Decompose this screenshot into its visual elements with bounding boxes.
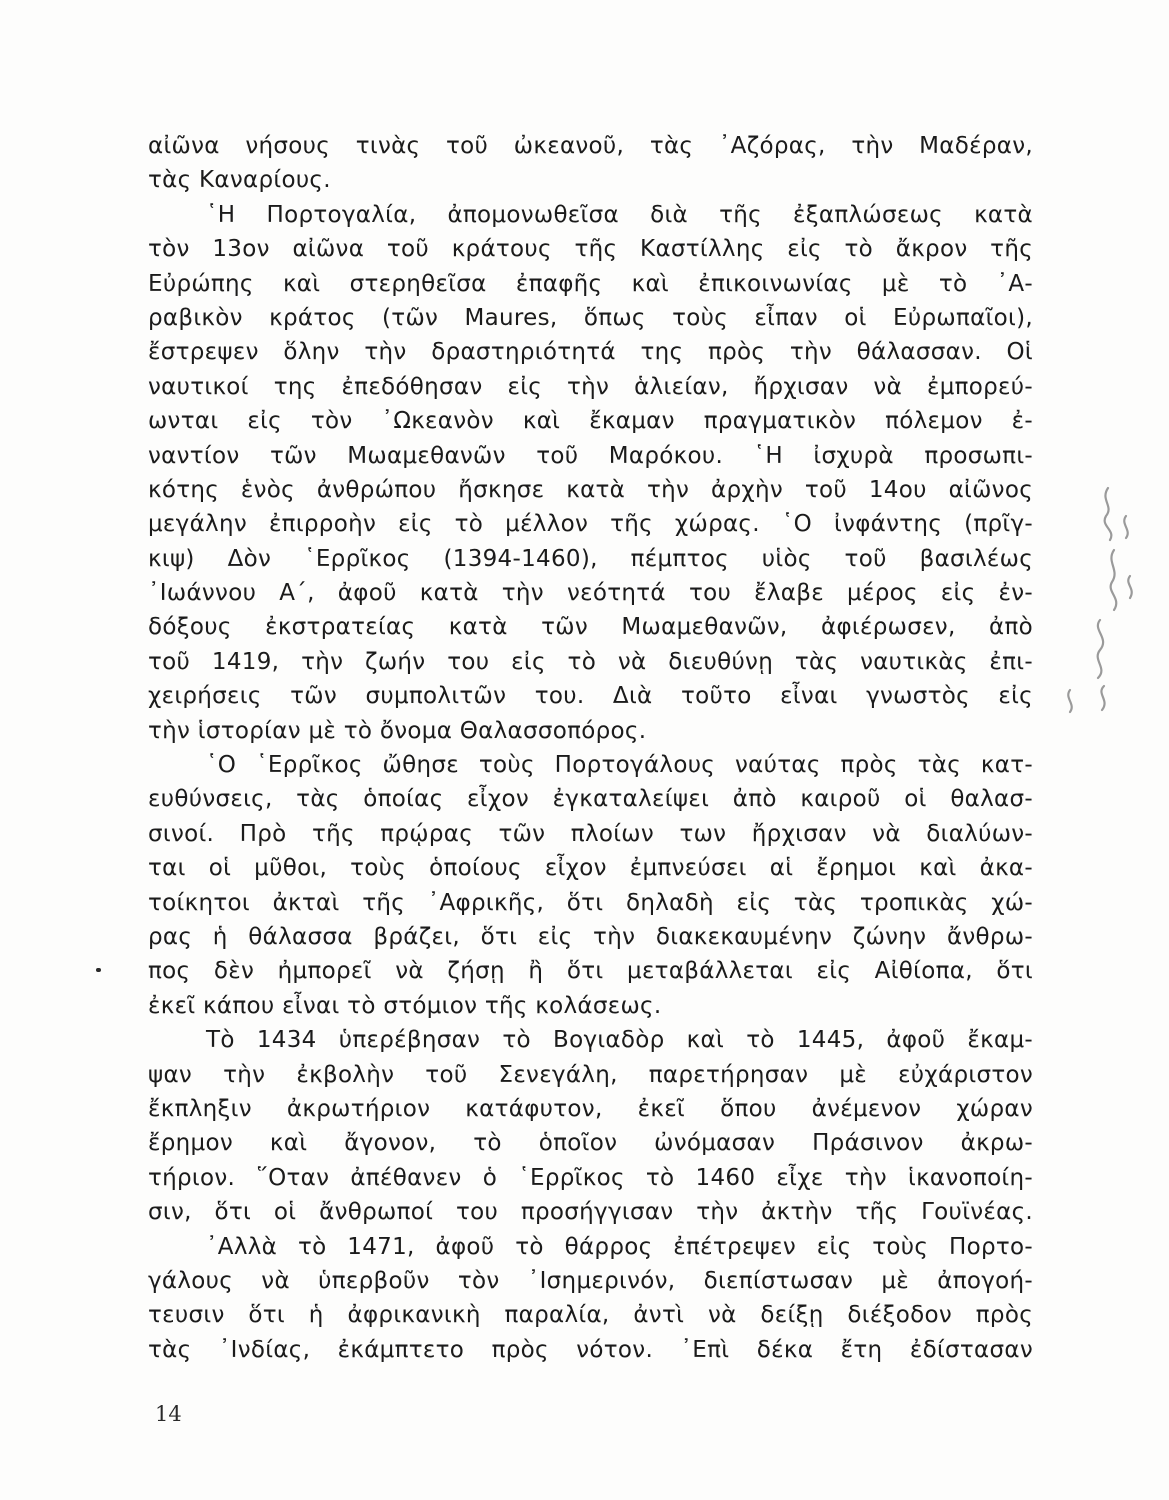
text-line: ἔστρεψεν ὅλην τὴν δραστηριότητά της πρὸς τὴν θάλασσαν. Οἱ: [148, 339, 1033, 366]
text-line: ναντίον τῶν Μωαμεθανῶν τοῦ Μαρόκου. ῾Η ἰσχυρὰ προσωπι-: [148, 442, 1033, 469]
text-line: γάλους νὰ ὑπερβοῦν τὸν ᾿Ισημερινόν, διεπίστωσαν μὲ ἀπογοή-: [148, 1267, 1033, 1294]
text-line: ραβικὸν κράτος (τῶν Maures, ὅπως τοὺς εἶπαν οἱ Εὐρωπαῖοι),: [148, 304, 1033, 331]
text-line: τὰς ᾿Ινδίας, ἐκάμπτετο πρὸς νότον. ᾿Επὶ δέκα ἔτη ἐδίστασαν: [148, 1336, 1033, 1363]
handwritten-margin-note: [1040, 480, 1160, 740]
text-line: ῾Η Πορτογαλία, ἀπομονωθεῖσα διὰ τῆς ἐξαπλώσεως κατὰ: [206, 201, 1033, 228]
text-line: τήριον. ῞Οταν ἀπέθανεν ὁ ῾Ερρῖκος τὸ 1460 εἶχε τὴν ἱκανοποίη-: [148, 1164, 1033, 1191]
text-line: Εὐρώπης καὶ στερηθεῖσα ἐπαφῆς καὶ ἐπικοινωνίας μὲ τὸ ᾿Α-: [148, 270, 1033, 297]
text-line: ωνται εἰς τὸν ᾿Ωκεανὸν καὶ ἔκαμαν πραγματικὸν πόλεμον ἐ-: [148, 408, 1033, 435]
text-line: κότης ἑνὸς ἀνθρώπου ἤσκησε κατὰ τὴν ἀρχὴν τοῦ 14ου αἰῶνος: [148, 476, 1033, 503]
text-line: ρας ἡ θάλασσα βράζει, ὅτι εἰς τὴν διακεκαυμένην ζώνην ἄνθρω-: [148, 923, 1033, 950]
text-line: τὸν 13ον αἰῶνα τοῦ κράτους τῆς Καστίλλης εἰς τὸ ἄκρον τῆς: [148, 236, 1033, 263]
text-line: ἐκεῖ κάπου εἶναι τὸ στόμιον τῆς κολάσεως.: [148, 992, 662, 1019]
text-line: σινοί. Πρὸ τῆς πρῴρας τῶν πλοίων των ἤρχισαν νὰ διαλύων-: [148, 820, 1033, 847]
text-line: κιψ) Δὸν ῾Ερρῖκος (1394-1460), πέμπτος υἱὸς τοῦ βασιλέως: [148, 545, 1033, 572]
text-line: τοίκητοι ἀκταὶ τῆς ᾿Αφρικῆς, ὅτι δηλαδὴ εἰς τὰς τροπικὰς χώ-: [148, 889, 1033, 916]
text-line: αἰῶνα νήσους τινὰς τοῦ ὠκεανοῦ, τὰς ᾿Αζόρας, τὴν Μαδέραν,: [148, 133, 1033, 159]
text-line: Τὸ 1434 ὑπερέβησαν τὸ Βογιαδὸρ καὶ τὸ 1445, ἀφοῦ ἔκαμ-: [206, 1027, 1033, 1054]
text-line: ᾿Αλλὰ τὸ 1471, ἀφοῦ τὸ θάρρος ἐπέτρεψεν εἰς τοὺς Πορτο-: [206, 1233, 1033, 1260]
ink-speck: [96, 968, 101, 972]
text-line: ναυτικοί της ἐπεδόθησαν εἰς τὴν ἁλιείαν, ἤρχισαν νὰ ἐμπορεύ-: [148, 373, 1033, 400]
page-number: 14: [155, 1402, 182, 1426]
text-line: ευθύνσεις, τὰς ὁποίας εἶχον ἐγκαταλείψει ἀπὸ καιροῦ οἱ θαλασ-: [148, 786, 1033, 813]
text-line: ψαν τὴν ἐκβολὴν τοῦ Σενεγάλη, παρετήρησαν μὲ εὐχάριστον: [148, 1061, 1033, 1088]
text-line: τευσιν ὅτι ἡ ἀφρικανικὴ παραλία, ἀντὶ νὰ δείξῃ διέξοδον πρὸς: [148, 1302, 1033, 1329]
text-line: ᾿Ιωάννου Α΄, ἀφοῦ κατὰ τὴν νεότητά του ἔλαβε μέρος εἰς ἐν-: [148, 580, 1033, 607]
text-line: πος δὲν ἠμπορεῖ νὰ ζήσῃ ἢ ὅτι μεταβάλλεται εἰς Αἰθίοπα, ὅτι: [148, 958, 1033, 985]
text-line: τὴν ἱστορίαν μὲ τὸ ὄνομα Θαλασσοπόρος.: [148, 717, 647, 744]
text-line: ῾Ο ῾Ερρῖκος ὤθησε τοὺς Πορτογάλους ναύτας πρὸς τὰς κατ-: [206, 752, 1033, 779]
text-line: ται οἱ μῦθοι, τοὺς ὁποίους εἶχον ἐμπνεύσει αἱ ἔρημοι καὶ ἀκα-: [148, 855, 1033, 882]
text-line: χειρήσεις τῶν συμπολιτῶν του. Διὰ τοῦτο εἶναι γνωστὸς εἰς: [148, 683, 1033, 710]
text-line: μεγάλην ἐπιρροὴν εἰς τὸ μέλλον τῆς χώρας. ῾Ο ἰνφάντης (πρῖγ-: [148, 511, 1033, 538]
text-line: δόξους ἐκστρατείας κατὰ τῶν Μωαμεθανῶν, ἀφιέρωσεν, ἀπὸ: [148, 614, 1033, 641]
text-line: ἔρημον καὶ ἄγονον, τὸ ὁποῖον ὠνόμασαν Πράσινον ἀκρω-: [148, 1130, 1033, 1157]
text-line: τοῦ 1419, τὴν ζωήν του εἰς τὸ νὰ διευθύνῃ τὰς ναυτικὰς ἐπι-: [148, 648, 1033, 675]
text-line: ἔκπληξιν ἀκρωτήριον κατάφυτον, ἐκεῖ ὅπου ἀνέμενον χώραν: [148, 1095, 1033, 1122]
text-line: σιν, ὅτι οἱ ἄνθρωποί του προσήγγισαν τὴν ἀκτὴν τῆς Γουϊνέας.: [148, 1199, 1033, 1226]
body-text: [148, 129, 1033, 1367]
text-line: τὰς Καναρίους.: [148, 167, 331, 194]
